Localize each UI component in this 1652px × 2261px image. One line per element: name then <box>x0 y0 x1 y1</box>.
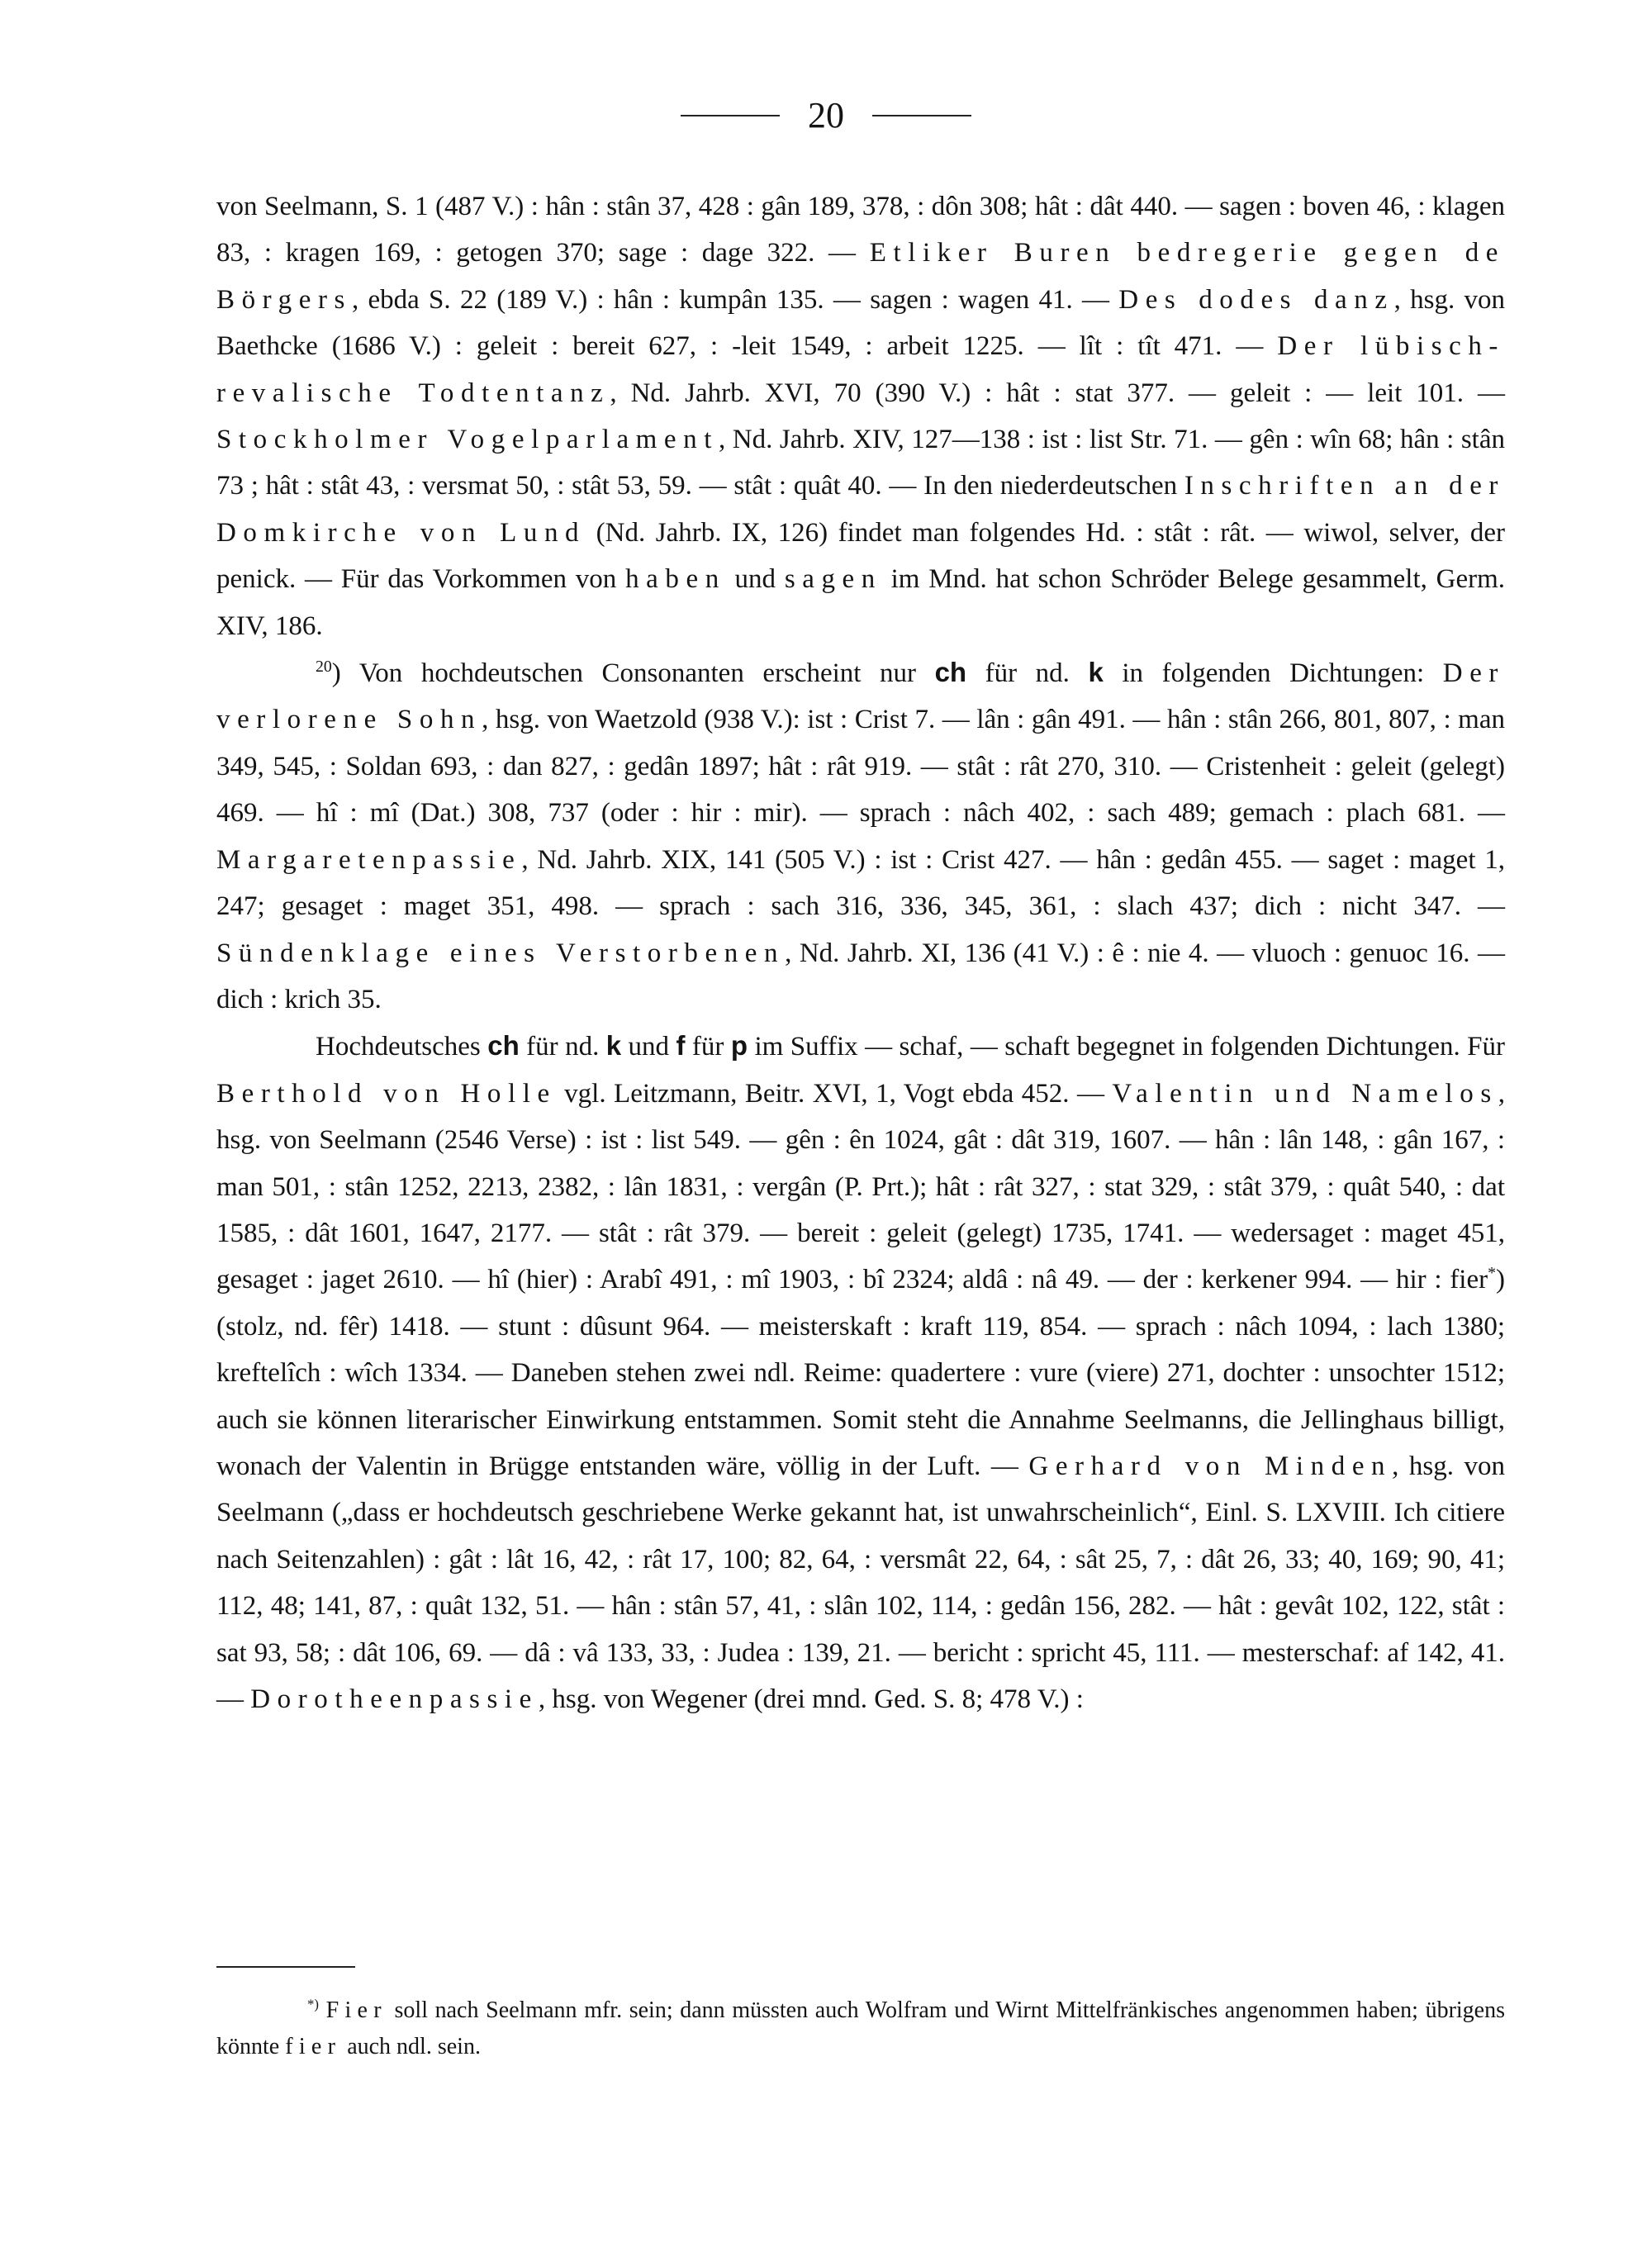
text-run: und <box>621 1032 676 1062</box>
footnote-star: * <box>1488 1264 1496 1283</box>
text-run: in folgenden Dichtungen: <box>1103 658 1443 689</box>
text-run: im Suffix — schaf, — schaft begegnet in folgenden Dichtungen. Für <box>748 1032 1506 1062</box>
letter-k: k <box>605 1030 622 1062</box>
body-text <box>216 183 1505 1722</box>
spaced-title: Sündenklage eines Verstorbenen <box>216 938 786 968</box>
text-run: im Mnd. hat schon Schröder Belege gesammelt, Germ. XIV, 186. <box>216 564 1506 641</box>
spaced-title: Der verlorene Sohn <box>216 658 1505 735</box>
text-run: (Nd. Jahrb. IX, 126) findet man folgendes Hd. : stât : rât. — wiwol, selver, der penick. — Für das Vorkommen von <box>216 517 1505 595</box>
spaced-word: Fier <box>325 1997 387 2023</box>
text-run: , hsg. von Waetzold (938 V.): ist : Crist 7. — lân : gân 491. — hân : stân 266, 801, 807, : man 349, 545, : Soldan 693, : dan 827, : gedân 1897; hât : rât 919. — stât : rât 270, 310. — Cristenheit : geleit (gelegt) 469. — hî : mî (Dat.) 308, 737 (oder : hir : mir). — sprach : nâch 402, : sach 489; gemach : plach 681. — <box>216 705 1505 829</box>
spaced-title: Berthold von Holle <box>216 1078 557 1109</box>
text-run: Hochdeutsches <box>316 1032 488 1062</box>
text-run: ) Von hochdeutschen Consonanten erscheint nur <box>331 658 935 689</box>
text-run: , Nd. Jahrb. XI, 136 (41 V.) : ê : nie 4. — vluoch : genuoc 16. — dich : krich 35. <box>216 938 1505 1014</box>
page-number: 20 <box>808 95 844 135</box>
footnote-text <box>216 1993 1505 2065</box>
spaced-title: Der lübisch-revalische Todtentanz <box>216 331 1505 408</box>
text-run: für nd. <box>966 658 1089 689</box>
paragraph-1 <box>216 183 1505 649</box>
spaced-title: Margaretenpassie <box>216 844 522 875</box>
text-run: , Nd. Jahrb. XIX, 141 (505 V.) : ist : Crist 427. — hân : gedân 455. — saget : maget 1, 247; gesaget : maget 351, 498. — sprach : sach 316, 336, 345, 361, : slach 437; dich : nicht 347. — <box>216 844 1505 922</box>
spaced-word: haben <box>625 564 726 595</box>
spaced-word: sagen <box>784 564 882 595</box>
note-reference: 20 <box>316 658 332 677</box>
header-rule-right <box>872 115 971 116</box>
letter-k: k <box>1088 657 1104 688</box>
letter-p: p <box>730 1030 748 1062</box>
text-run: für nd. <box>519 1032 606 1062</box>
letter-ch: ch <box>934 657 967 688</box>
text-run: auch ndl. sein. <box>341 2034 481 2059</box>
text-run: von Seelmann, S. 1 (487 V.) : hân : stân 37, 428 : gân 189, 378, : dôn 308; hât : dât 440. — sagen : boven 46, : klagen 83, : kragen 169, : getogen 370; sage : dage 322. — <box>216 192 1505 268</box>
spaced-title: Etliker Buren bedregerie gegen de Börgers <box>216 238 1505 315</box>
text-run: , ebda S. 22 (189 V.) : hân : kumpân 135. — sagen : wagen 41. — <box>351 284 1119 315</box>
spaced-title: Gerhard von Minden <box>1028 1451 1393 1481</box>
header-rule-left <box>681 115 780 116</box>
letter-ch: ch <box>487 1030 520 1062</box>
text-run: soll nach Seelmann mfr. sein; dann müssten auch Wolfram und Wirnt Mittelfränkisches angenommen haben; übrigens könnte <box>216 1997 1506 2059</box>
spaced-title: Stockholmer Vogelparlament <box>216 425 719 455</box>
letter-f: f <box>676 1030 686 1062</box>
text-run: , Nd. Jahrb. XVI, 70 (390 V.) : hât : stat 377. — geleit : — leit 101. — <box>610 378 1505 408</box>
page-header <box>0 97 1652 134</box>
spaced-title: Dorotheenpassie <box>250 1684 539 1714</box>
text-run: , Nd. Jahrb. XIV, 127—138 : ist : list Str. 71. — gên : wîn 68; hân : stân 73 ; hât : stât 43, : versmat 50, : stât 53, 59. — stât : quât 40. — In den niederdeutschen <box>216 425 1505 501</box>
paragraph-2 <box>216 649 1505 1023</box>
text-run: und <box>725 564 785 595</box>
paragraph-3 <box>216 1023 1505 1722</box>
text-run: , hsg. von Baethcke (1686 V.) : geleit : bereit 627, : -leit 1549, : arbeit 1225. — lît : tît 471. — <box>216 284 1505 362</box>
text-run: , hsg. von Wegener (drei mnd. Ged. S. 8; 478 V.) : <box>538 1684 1084 1714</box>
text-run: vgl. Leitzmann, Beitr. XVI, 1, Vogt ebda 452. — <box>556 1078 1113 1109</box>
footnote-marker: *) <box>307 1996 319 2012</box>
spaced-word: fier <box>285 2034 342 2059</box>
footnote-divider <box>216 1966 355 1968</box>
text-run: , hsg. von Seelmann (2546 Verse) : ist : list 549. — gên : ên 1024, gât : dât 319, 1607. — hân : lân 148, : gân 167, : man 501, : stân 1252, 2213, 2382, : lân 1831, : vergân (P. Prt.); hât : rât 327, : stat 329, : stât 379, : quât 540, : dat 1585, : dât 1601, 1647, 2177. — stât : rât 379. — bereit : geleit (gelegt) 1735, 1741. — wedersaget : maget 451, gesaget : jaget 2610. — hî (hier) : Arabî 491, : mî 1903, : bî 2324; aldâ : nâ 49. — der : kerkener 994. — hir : fier <box>216 1078 1505 1295</box>
spaced-title: Valentin und Namelos <box>1112 1078 1498 1109</box>
spaced-title: Des dodes danz <box>1118 284 1394 315</box>
text-run: für <box>685 1032 731 1062</box>
text-run: ) (stolz, nd. fêr) 1418. — stunt : dûsunt 964. — meisterskaft : kraft 119, 854. — sprach : nâch 1094, : lach 1380; kreftelîch : wîch 1334. — Daneben stehen zwei ndl. Reime: quadertere : vure (viere) 271, dochter : unsochter 1512; auch sie können literarischer Einwirkung entstammen. Somit steht die Annahme Seelmanns, die Jellinghaus billigt, wonach der Valentin in Brügge entstanden wäre, völlig in der Luft. — <box>216 1265 1505 1481</box>
footnote <box>216 1993 1505 2065</box>
text-run: , hsg. von Seelmann („dass er hochdeutsch geschriebene Werke gekannt hat, ist unwahrscheinlich“, Einl. S. LXVIII. Ich citiere nach Seitenzahlen) : gât : lât 16, 42, : rât 17, 100; 82, 64, : versmât 22, 64, : sât 25, 7, : dât 26, 33; 40, 169; 90, 41; 112, 48; 141, 87, : quât 132, 51. — hân : stân 57, 41, : slân 102, 114, : gedân 156, 282. — hât : gevât 102, 122, stât : sat 93, 58; : dât 106, 69. — dâ : vâ 133, 33, : Judea : 139, 21. — bericht : spricht 45, 111. — mesterschaf: af 142, 41. — <box>216 1451 1505 1714</box>
spaced-title: Inschriften an der Domkirche von Lund <box>216 471 1505 548</box>
